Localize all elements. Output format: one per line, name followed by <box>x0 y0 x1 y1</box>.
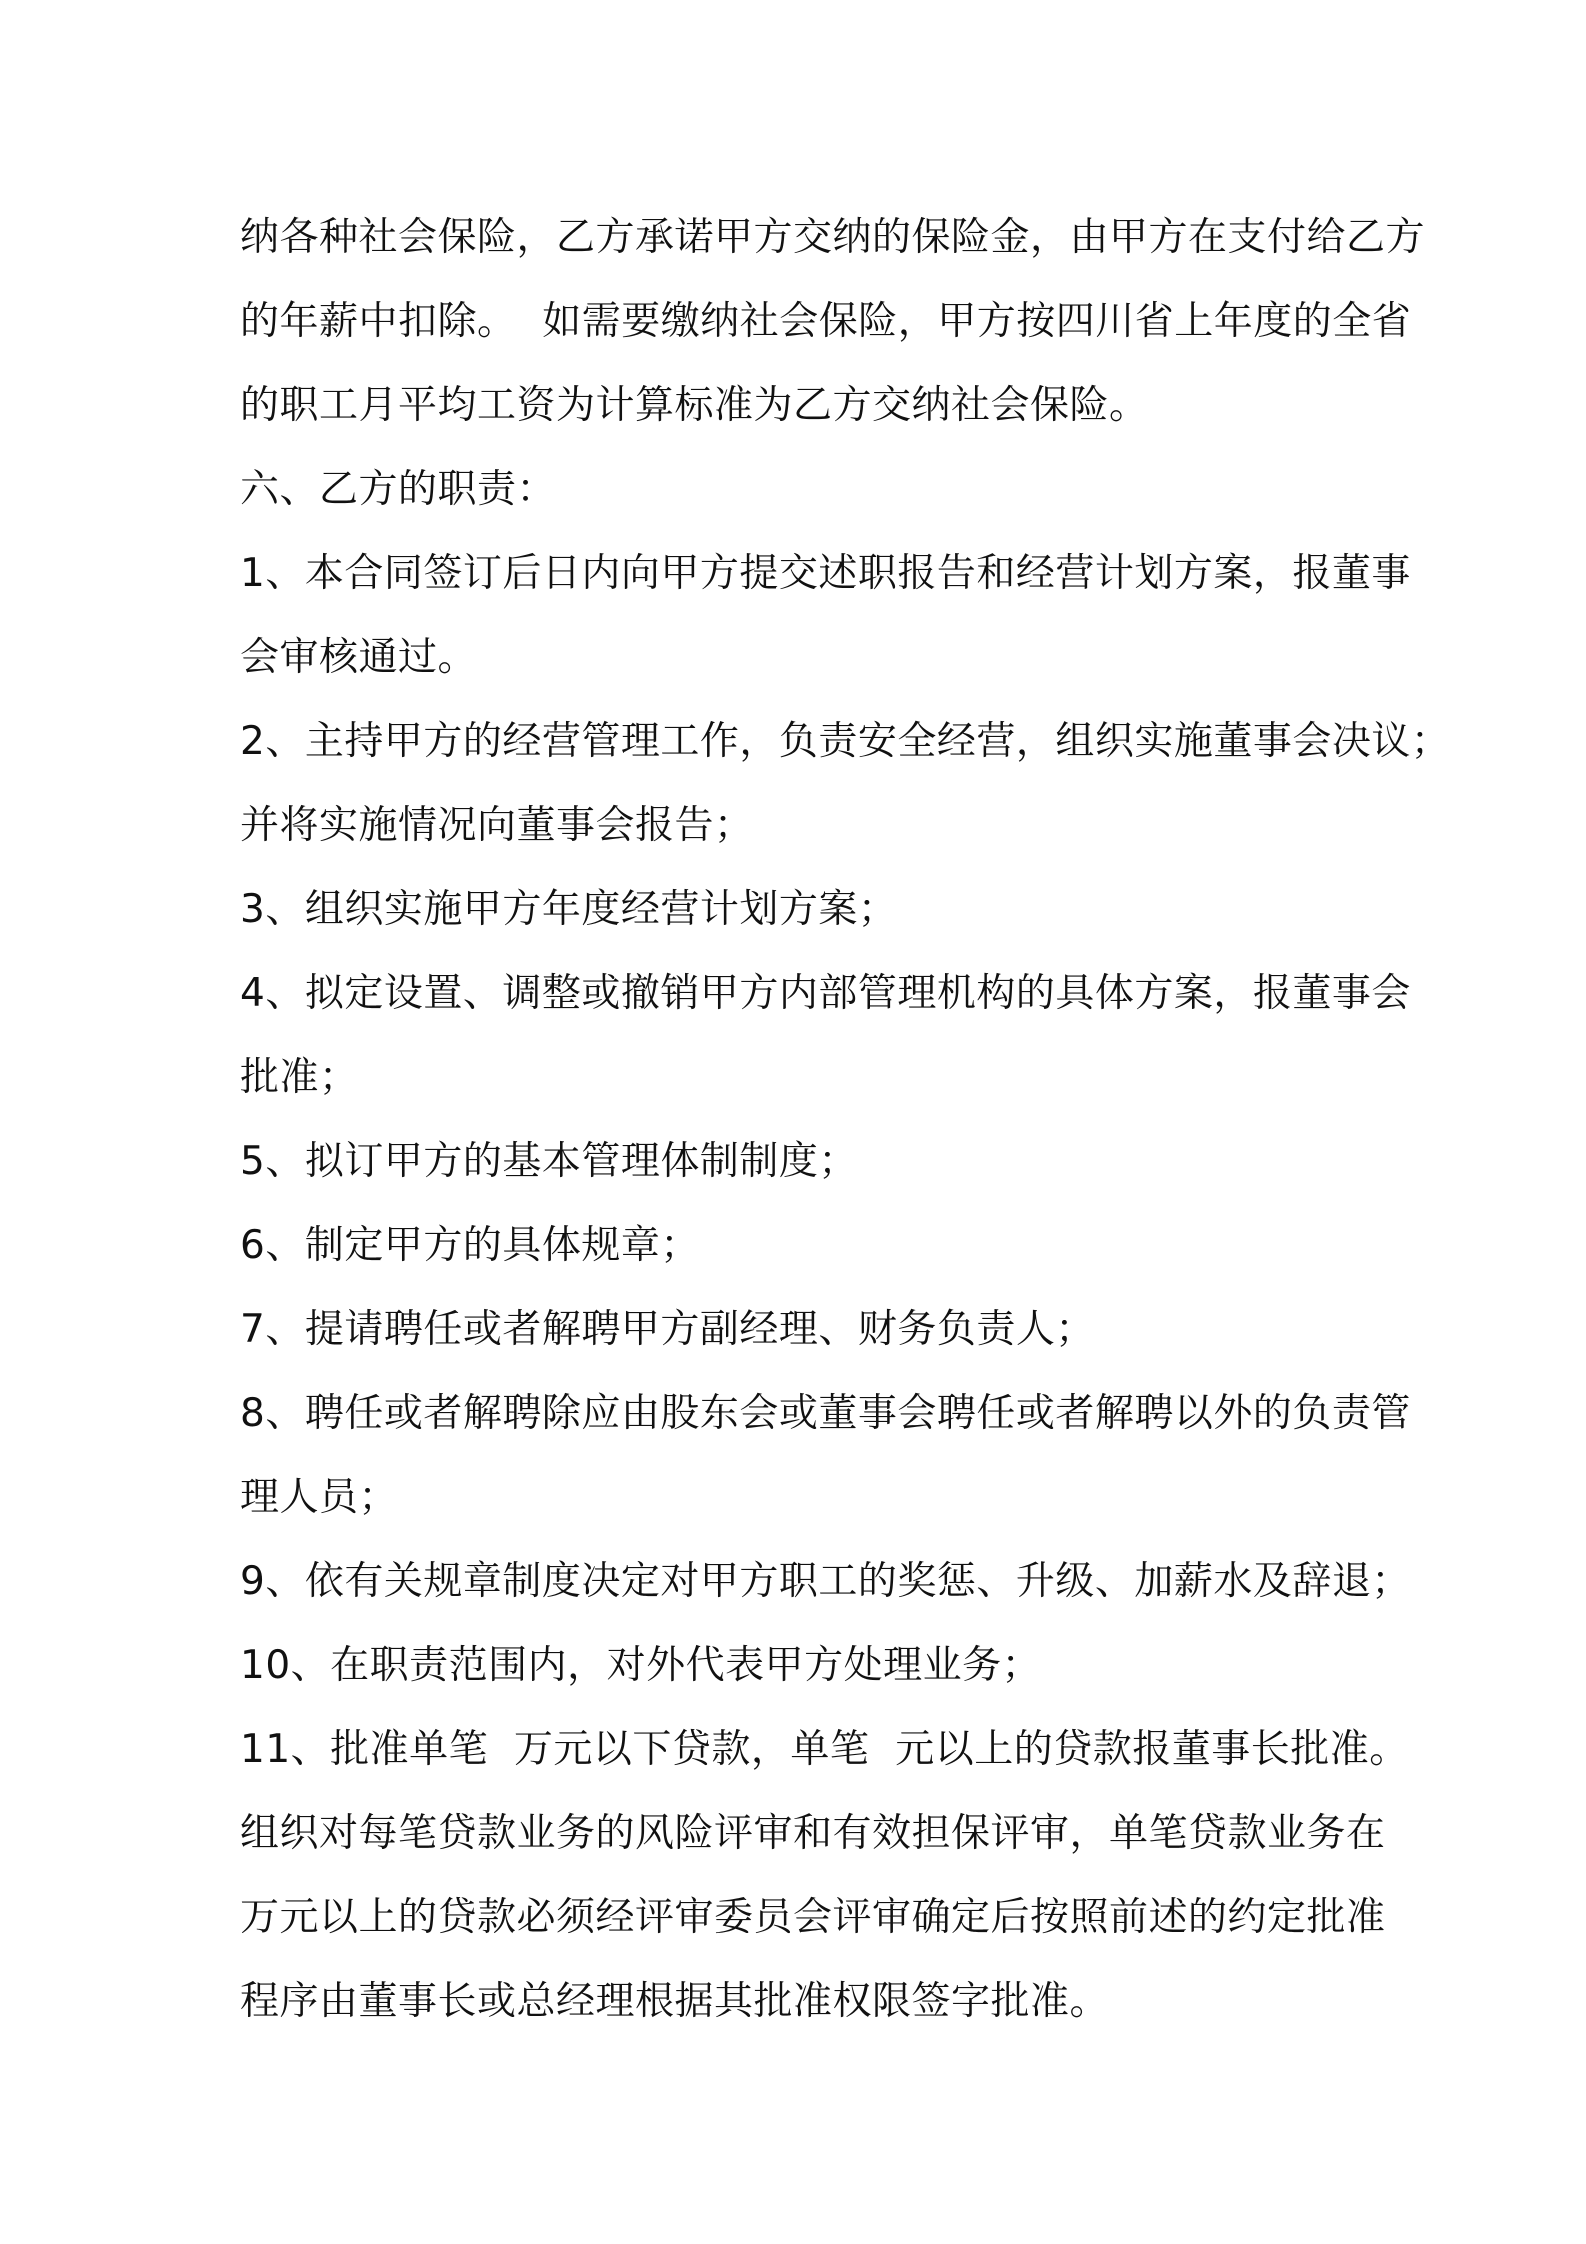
text-line: 1、本合同签订后日内向甲方提交述职报告和经营计划方案，报董事 <box>240 551 1411 596</box>
section-heading: 六、乙方的职责： <box>240 467 557 512</box>
text-line: 8、聘任或者解聘除应由股东会或董事会聘任或者解聘以外的负责管 <box>240 1391 1411 1436</box>
text-line: 7、提请聘任或者解聘甲方副经理、财务负责人； <box>240 1307 1095 1352</box>
text-line: 纳各种社会保险，乙方承诺甲方交纳的保险金，由甲方在支付给乙方 <box>240 215 1426 260</box>
text-line: 并将实施情况向董事会报告； <box>240 803 754 848</box>
text-line: 的职工月平均工资为计算标准为乙方交纳社会保险。 <box>240 383 1149 428</box>
text-line: 4、拟定设置、调整或撤销甲方内部管理机构的具体方案，报董事会 <box>240 971 1411 1016</box>
text-line: 程序由董事长或总经理根据其批准权限签字批准。 <box>240 1979 1110 2024</box>
text-line: 会审核通过。 <box>240 635 478 680</box>
text-line: 万元以上的贷款必须经评审委员会评审确定后按照前述的约定批准 <box>240 1895 1386 1940</box>
text-line: 理人员； <box>240 1475 399 1520</box>
text-line: 批准； <box>240 1055 359 1100</box>
text-line: 组织对每笔贷款业务的风险评审和有效担保评审，单笔贷款业务在 <box>240 1811 1386 1856</box>
text-line: 的年薪中扣除。 如需要缴纳社会保险，甲方按四川省上年度的全省 <box>240 299 1412 344</box>
document-body <box>240 196 1451 2044</box>
text-line: 9、依有关规章制度决定对甲方职工的奖惩、升级、加薪水及辞退； <box>240 1559 1411 1604</box>
text-line: 3、组织实施甲方年度经营计划方案； <box>240 887 898 932</box>
text-line: 10、在职责范围内，对外代表甲方处理业务； <box>240 1643 1042 1688</box>
text-line: 6、制定甲方的具体规章； <box>240 1223 700 1268</box>
text-line: 2、主持甲方的经营管理工作，负责安全经营，组织实施董事会决议； <box>240 719 1451 764</box>
text-line: 11、批准单笔 万元以下贷款，单笔 元以上的贷款报董事长批准。 <box>240 1727 1409 1772</box>
text-line: 5、拟订甲方的基本管理体制制度； <box>240 1139 858 1184</box>
